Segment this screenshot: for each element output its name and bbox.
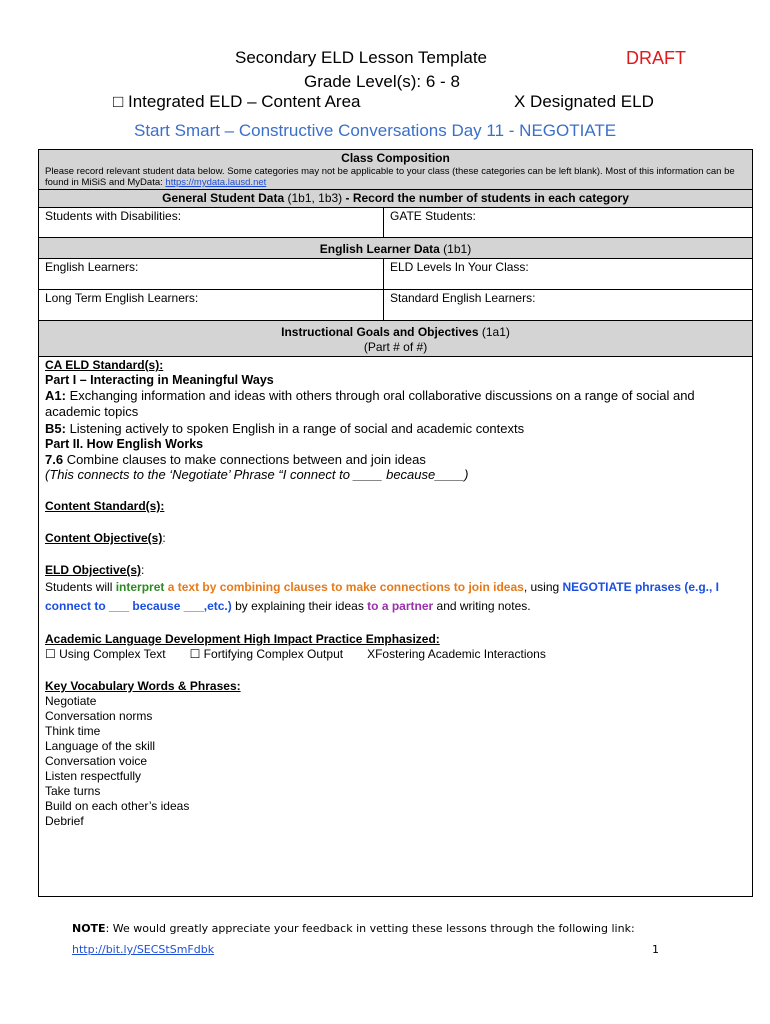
eld-objectives-line xyxy=(45,563,746,578)
obj-negotiate-phrases: NEGOTIATE phrases (e.g., I connect to ___ because ___,etc.) xyxy=(45,580,719,613)
vocab-item: Debrief xyxy=(45,814,84,828)
eld-objectives-colon: : xyxy=(141,563,145,577)
lesson-table xyxy=(38,149,753,897)
negotiate-connection-note: (This connects to the ‘Negotiate’ Phrase “I connect to ____ because____) xyxy=(45,467,469,482)
vocab-item: Language of the skill xyxy=(45,739,156,753)
goals-heading-cell xyxy=(39,321,753,357)
obj-part-2: , using xyxy=(523,580,563,594)
el-heading-bold: English Learner Data xyxy=(319,242,440,256)
part-1-heading: Part I – Interacting in Meaningful Ways xyxy=(45,373,274,387)
a1-code: A1: xyxy=(45,388,66,403)
note-text: : We would greatly appreciate your feedback in vetting these lessons through the following link: xyxy=(105,922,635,935)
lesson-subtitle: Start Smart – Constructive Conversations Day 11 - NEGOTIATE xyxy=(134,121,617,140)
general-heading-rest: - Record the number of students in each category xyxy=(345,191,629,205)
vocab-item: Build on each other’s ideas xyxy=(45,799,190,813)
gate-cell[interactable]: GATE Students: xyxy=(384,208,753,238)
content-standards-line xyxy=(45,499,746,514)
grade-level: Grade Level(s): 6 - 8 xyxy=(304,72,460,91)
vocab-item: Listen respectfully xyxy=(45,769,142,783)
instructions-text: Please record relevant student data below. Some categories may not be applicable to your class (these categories can be left blank). Most of this information can be found in MiSiS and MyData: xyxy=(45,166,735,188)
eld-objective-text xyxy=(45,578,746,615)
feedback-link[interactable]: http://bit.ly/SECStSmFdbk xyxy=(72,943,215,956)
obj-to-partner: to a partner xyxy=(367,598,434,613)
hip-options xyxy=(45,647,746,662)
ltel-cell[interactable]: Long Term English Learners: xyxy=(39,290,384,321)
vocab-item: Conversation voice xyxy=(45,754,148,768)
vocab-heading: Key Vocabulary Words & Phrases: xyxy=(45,679,241,693)
english-learners-cell[interactable]: English Learners: xyxy=(39,259,384,290)
disabilities-cell[interactable]: Students with Disabilities: xyxy=(39,208,384,238)
vocab-item: Take turns xyxy=(45,784,101,798)
obj-part-3: by explaining their ideas xyxy=(231,598,368,613)
standard-english-cell[interactable]: Standard English Learners: xyxy=(384,290,753,321)
content-standards-heading: Content Standard(s): xyxy=(45,499,165,513)
note-label: NOTE xyxy=(72,922,106,935)
page-number: 1 xyxy=(652,943,659,956)
class-composition-section xyxy=(39,150,753,190)
part-number: (Part # of #) xyxy=(363,340,428,354)
s76-code: 7.6 xyxy=(45,452,64,467)
el-heading-code: (1b1) xyxy=(439,242,472,256)
content-objectives-heading: Content Objective(s) xyxy=(45,531,163,545)
draft-label: DRAFT xyxy=(626,48,686,68)
general-student-data-heading xyxy=(39,190,753,208)
eld-objectives-heading: ELD Objective(s) xyxy=(45,563,142,577)
part-2-heading: Part II. How English Works xyxy=(45,437,204,451)
a1-text: Exchanging information and ideas with others through oral collaborative discussions on a range of social and academic topics xyxy=(45,388,695,419)
hip-option-academic-interactions[interactable]: XFostering Academic Interactions xyxy=(367,647,546,661)
b5-code: B5: xyxy=(45,421,66,436)
goals-heading-bold: Instructional Goals and Objectives xyxy=(281,325,479,339)
vocab-item: Conversation norms xyxy=(45,709,153,723)
designated-eld-option: X Designated ELD xyxy=(514,92,654,111)
content-objectives-colon: : xyxy=(162,531,166,545)
obj-part-4: and writing notes. xyxy=(433,598,531,613)
class-composition-heading: Class Composition xyxy=(341,151,450,165)
integrated-eld-option: □ Integrated ELD – Content Area xyxy=(113,92,361,111)
goals-heading-code: (1a1) xyxy=(478,325,510,339)
standard-7-6 xyxy=(45,452,746,467)
feedback-note xyxy=(72,922,635,935)
english-learner-data-heading xyxy=(39,238,753,259)
vocab-item: Think time xyxy=(45,724,101,738)
obj-part-1: Students will xyxy=(45,580,116,594)
ca-eld-standards-heading: CA ELD Standard(s): xyxy=(45,358,164,372)
mydata-link[interactable]: https://mydata.lausd.net xyxy=(165,177,267,188)
vocab-item: Negotiate xyxy=(45,694,97,708)
s76-text: Combine clauses to make connections between and join ideas xyxy=(63,452,426,467)
standard-a1 xyxy=(45,388,746,420)
hip-option-complex-text[interactable]: ☐ Using Complex Text xyxy=(45,647,166,661)
eld-levels-cell[interactable]: ELD Levels In Your Class: xyxy=(384,259,753,290)
document-title: Secondary ELD Lesson Template xyxy=(235,48,488,67)
content-objectives-line xyxy=(45,531,746,546)
b5-text: Listening actively to spoken English in a range of social and academic contexts xyxy=(65,421,525,436)
obj-interpret: interpret xyxy=(115,580,165,594)
hip-option-complex-output[interactable]: ☐ Fortifying Complex Output xyxy=(189,647,344,661)
standards-content-cell[interactable] xyxy=(39,357,753,897)
general-heading-code: (1b1, 1b3) xyxy=(284,191,346,205)
obj-combine-clauses: a text by combining clauses to make connections to join ideas xyxy=(164,580,524,594)
general-heading-bold: General Student Data xyxy=(162,191,285,205)
hip-heading: Academic Language Development High Impact Practice Emphasized: xyxy=(45,632,440,646)
class-composition-instructions xyxy=(45,166,746,188)
standard-b5 xyxy=(45,420,746,437)
